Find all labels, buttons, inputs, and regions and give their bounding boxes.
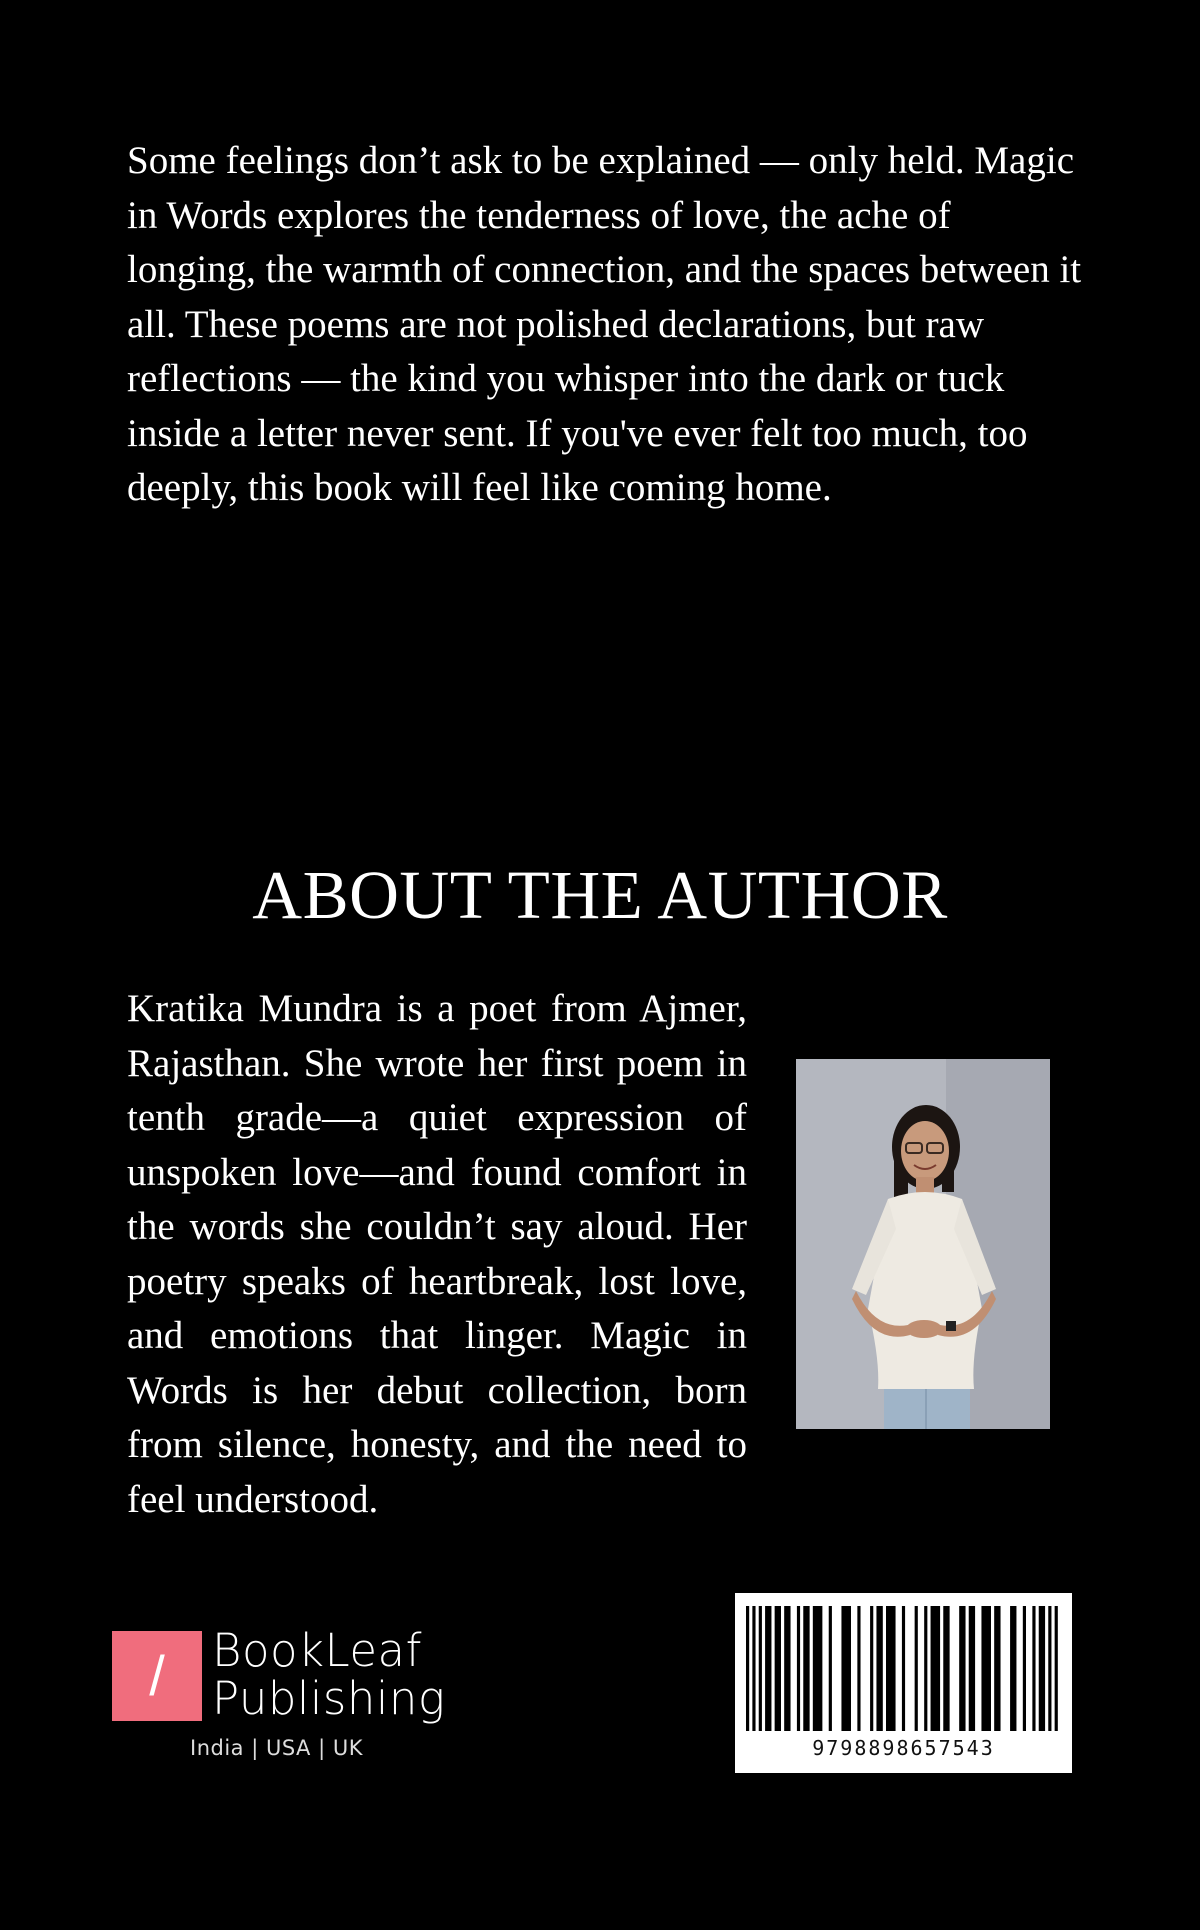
about-author-heading: ABOUT THE AUTHOR — [252, 857, 948, 933]
logo-slash-mark: / — [149, 1644, 165, 1707]
publisher-regions: India | USA | UK — [190, 1736, 363, 1760]
publisher-logo — [112, 1624, 462, 1771]
barcode-bar — [813, 1606, 823, 1731]
publisher-name-line2: Publishing — [212, 1672, 446, 1725]
barcode-bar — [902, 1606, 905, 1731]
barcode-bar — [765, 1606, 771, 1731]
author-bio: Kratika Mundra is a poet from Ajmer, Rajasthan. She wrote her first poem in tenth grade—a quiet expression of unspoken love—and found comfort in the words she couldn’t say aloud. Her poetry speaks of heartbreak, lost love, and emotions that linger. Magic in Words is her debut collection, born from silence, honesty, and the need to feel understood. — [127, 987, 747, 1521]
barcode-bar — [784, 1606, 790, 1731]
publisher-name-line1: BookLeaf — [212, 1624, 422, 1677]
barcode-bar — [775, 1606, 781, 1731]
publisher-name — [212, 1624, 446, 1725]
barcode-bar — [969, 1606, 975, 1731]
barcode-bar — [931, 1606, 941, 1731]
barcode-bar — [1032, 1606, 1035, 1731]
barcode-bar — [959, 1606, 965, 1731]
barcode-bar — [994, 1606, 1000, 1731]
barcode-bar — [943, 1606, 949, 1731]
barcode-bar — [803, 1606, 809, 1731]
barcode-bar — [857, 1606, 860, 1731]
barcode-bar — [1010, 1606, 1016, 1731]
barcode-bar — [870, 1606, 873, 1731]
barcode-bar — [1055, 1606, 1058, 1731]
isbn-number: 9798898657543 — [812, 1736, 995, 1760]
barcode-bar — [797, 1606, 800, 1731]
isbn-barcode — [735, 1593, 1072, 1773]
barcode-bar — [829, 1606, 832, 1731]
barcode-bar — [841, 1606, 851, 1731]
barcode-bars — [746, 1606, 1061, 1731]
back-cover-blurb: Some feelings don’t ask to be explained — only held. Magic in Words explores the tenderness of love, the ache of longing, the warmth of connection, and the spaces between it all. These poems are not polished declarations, but raw reflections — the kind you whisper into the dark or tuck inside a letter never sent. If you've ever felt too much, too deeply, this book will feel like coming home. — [127, 139, 1082, 509]
barcode-bar — [886, 1606, 896, 1731]
barcode-bar — [759, 1606, 762, 1731]
barcode-bar — [1039, 1606, 1045, 1731]
barcode-bar — [924, 1606, 927, 1731]
barcode-bar — [981, 1606, 991, 1731]
barcode-bar — [1048, 1606, 1051, 1731]
barcode-bar — [876, 1606, 882, 1731]
barcode-bar — [915, 1606, 918, 1731]
barcode-bar — [1023, 1606, 1026, 1731]
author-photo — [796, 1059, 1050, 1429]
barcode-bar — [746, 1606, 749, 1731]
barcode-bar — [752, 1606, 755, 1731]
